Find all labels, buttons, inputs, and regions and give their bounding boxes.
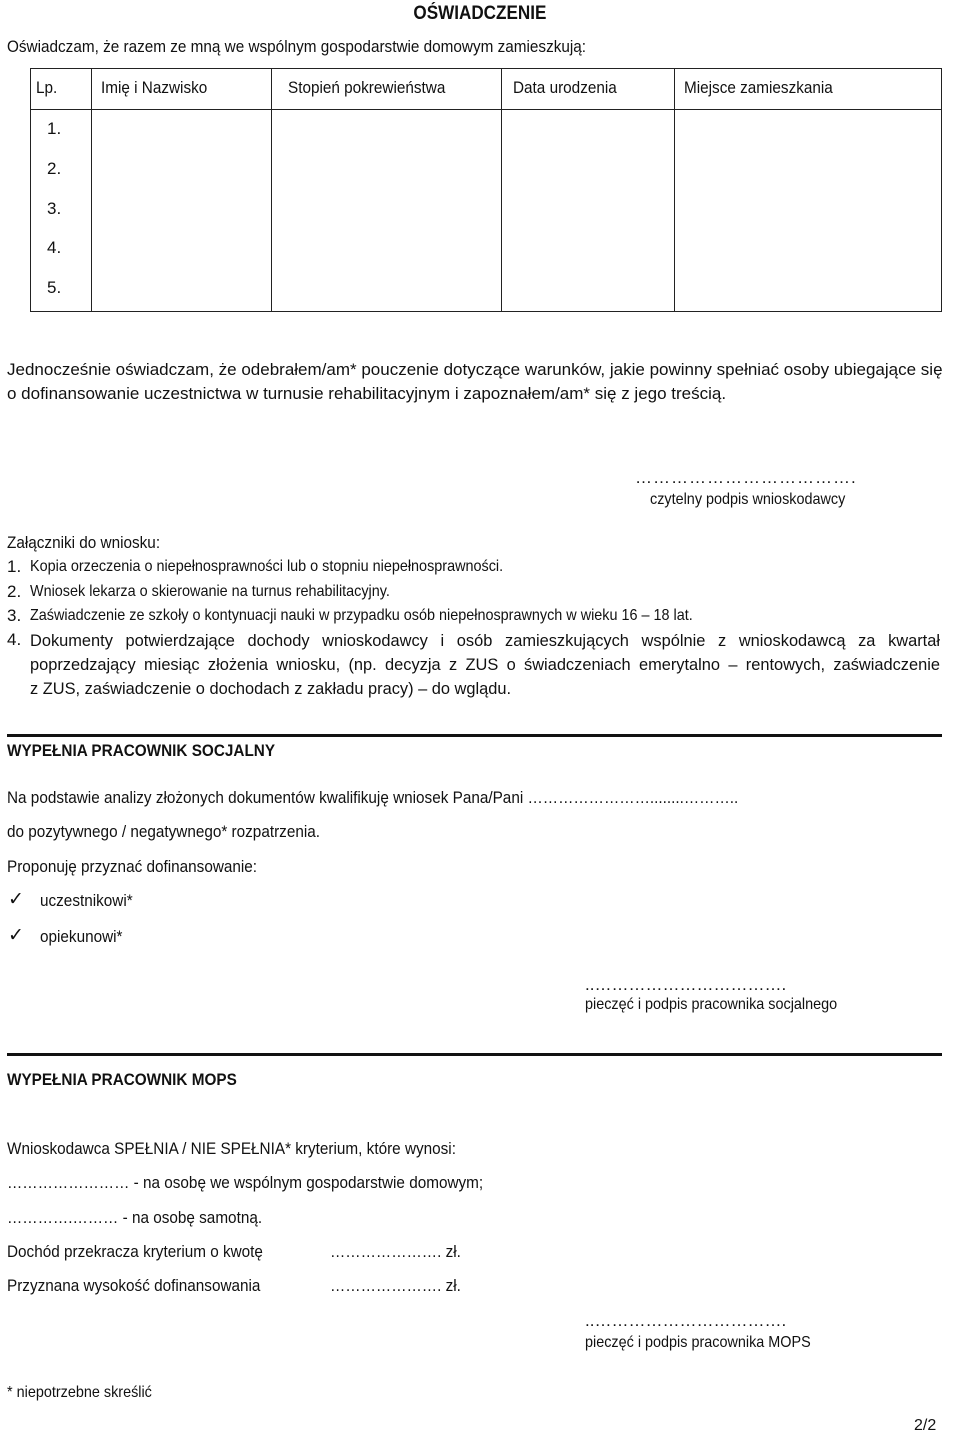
check-mark-icon: ✓ <box>8 925 24 946</box>
attachments-heading: Załączniki do wniosku: <box>7 533 161 552</box>
footnote: * niepotrzebne skreślić <box>7 1384 152 1401</box>
attachment-line: poprzedzający miesiąc złożenia wniosku, (np. decyzja z ZUS o świadczeniach emerytalno – rentowych, zaświadczenie <box>30 656 940 674</box>
applicant-signature-line: ………………………………. <box>635 468 857 487</box>
income-excess-value: …………………. zł. <box>330 1242 461 1261</box>
household-table <box>30 68 942 312</box>
table-row-number: 4. <box>47 238 62 257</box>
column-header-name: Imię i Nazwisko <box>101 78 208 97</box>
attachment-number: 1. <box>7 557 22 576</box>
grant-amount-value: …………………. zł. <box>330 1276 461 1295</box>
page-number: 2/2 <box>914 1417 937 1434</box>
attachment-line: Dokumenty potwierdzające dochody wnioskodawcy i osób zamieszkujących wspólnie z wnioskodawcą za kwartał <box>30 632 940 650</box>
attachment-number: 4. <box>7 630 22 649</box>
section-divider <box>7 734 942 737</box>
table-row-number: 5. <box>47 278 62 297</box>
column-header-relationship: Stopień pokrewieństwa <box>288 78 446 97</box>
attachment-number: 3. <box>7 606 22 625</box>
attachment-item <box>30 629 940 701</box>
mops-signature-line: ..……………………………. <box>585 1311 787 1330</box>
social-worker-signature-label: pieczęć i podpis pracownika socjalnego <box>585 996 838 1013</box>
attachment-line: z ZUS, zaświadczenie o dochodach z zakładu pracy) – do wglądu. <box>30 680 512 698</box>
criterion-text: Wnioskodawca SPEŁNIA / NIE SPEŁNIA* kryterium, które wynosi: <box>7 1139 456 1158</box>
check-mark-icon: ✓ <box>8 889 24 910</box>
social-worker-signature-line: ..……………………………. <box>585 975 787 994</box>
social-worker-heading: WYPEŁNIA PRACOWNIK SOCJALNY <box>7 741 276 760</box>
per-single-line: ………….……… - na osobę samotną. <box>7 1208 263 1227</box>
option-participant: uczestnikowi* <box>40 891 133 910</box>
decision-text: do pozytywnego / negatywnego* rozpatrzenia. <box>7 822 321 841</box>
attachment-number: 2. <box>7 582 22 601</box>
applicant-signature-label: czytelny podpis wnioskodawcy <box>650 491 846 508</box>
table-row-number: 1. <box>47 119 62 138</box>
mops-heading: WYPEŁNIA PRACOWNIK MOPS <box>7 1070 237 1089</box>
attachment-item: Wniosek lekarza o skierowanie na turnus rehabilitacyjny. <box>30 583 390 600</box>
table-row-number: 3. <box>47 199 62 218</box>
column-header-residence: Miejsce zamieszkania <box>684 78 833 97</box>
intro-text: Oświadczam, że razem ze mną we wspólnym gospodarstwie domowym zamieszkują: <box>7 37 587 56</box>
per-household-line: …………………… - na osobę we wspólnym gospodarstwie domowym; <box>7 1173 484 1192</box>
attachment-item: Kopia orzeczenia o niepełnosprawności lub o stopniu niepełnosprawności. <box>30 558 504 575</box>
attachment-item: Zaświadczenie ze szkoły o kontynuacji nauki w przypadku osób niepełnosprawnych w wieku 16 – 18 lat. <box>30 607 693 624</box>
section-divider <box>7 1053 942 1056</box>
option-caregiver: opiekunowi* <box>40 927 123 946</box>
column-header-lp: Lp. <box>36 78 58 97</box>
column-header-birth-date: Data urodzenia <box>513 78 617 97</box>
income-excess-label: Dochód przekracza kryterium o kwotę <box>7 1242 263 1261</box>
proposal-text: Proponuję przyznać dofinansowanie: <box>7 857 258 876</box>
grant-amount-label: Przyznana wysokość dofinansowania <box>7 1276 261 1295</box>
qualification-text: Na podstawie analizy złożonych dokumentów kwalifikuję wniosek Pana/Pani ……………………........……….. <box>7 788 739 807</box>
statement-paragraph: Jednocześnie oświadczam, że odebrałem/am* pouczenie dotyczące warunków, jakie powinny spełniać osoby ubiegające się o dofinansowanie uczestnictwa w turnusie rehabilitacyjnym i zapoznałem/am* się z jego treścią. <box>7 360 943 403</box>
table-row-number: 2. <box>47 159 62 178</box>
document-title: OŚWIADCZENIE <box>413 3 547 24</box>
mops-signature-label: pieczęć i podpis pracownika MOPS <box>585 1334 811 1351</box>
